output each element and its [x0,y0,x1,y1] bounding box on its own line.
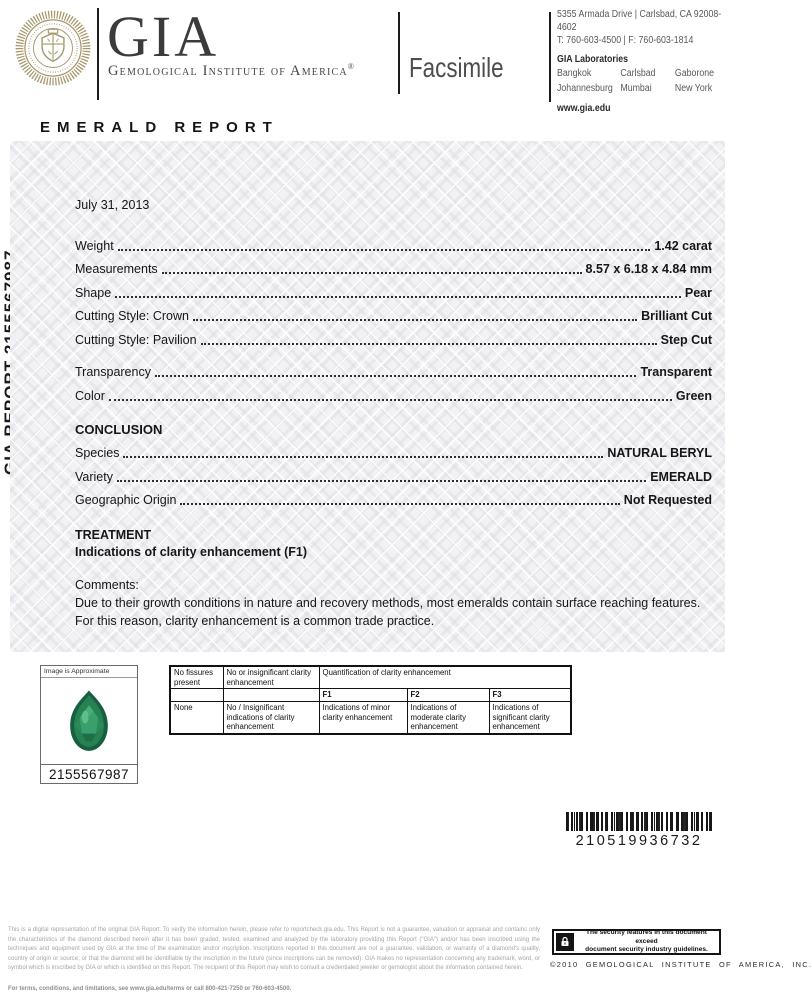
header-divider-2 [398,12,400,94]
dot-leader [115,296,681,298]
conclusion-row-species: Species NATURAL BERYL [75,446,712,461]
comments-line-1: Due to their growth conditions in nature and recovery methods, most emeralds contain surface reaching features. [75,596,701,610]
dot-leader [123,456,603,458]
dot-leader [162,272,582,274]
gia-tagline: Gemological Institute of America® [108,62,356,79]
dot-leader [193,319,637,321]
table-cell: Indications of moderate clarity enhancement [407,702,489,734]
table-cell [170,689,223,702]
table-cell: No / Insignificant indications of clarity enhancement [223,702,319,734]
report-content [75,198,712,630]
dot-leader [180,503,619,505]
header-address-block [557,8,733,115]
clarity-enhancement-table [169,665,572,735]
conclusion-row-origin: Geographic Origin Not Requested [75,493,712,508]
table-cell-f2: F2 [407,689,489,702]
copyright-line: ©2010 GEMOLOGICAL INSTITUTE OF AMERICA, INC. [550,960,812,969]
gem-image-caption: Image is Approximate [41,666,137,678]
security-features-box [552,929,721,955]
gem-image-area [41,678,137,764]
labs-title: GIA Laboratories [557,54,629,65]
header-divider-3 [549,12,551,102]
dot-leader [109,399,672,401]
conclusion-heading: CONCLUSION [75,422,163,437]
website-link[interactable]: www.gia.edu [557,103,611,114]
report-date: July 31, 2013 [75,198,150,212]
table-cell: No fissures present [170,666,223,689]
address-line-2: T: 760-603-4500 | F: 760-603-1814 [557,35,694,46]
table-cell: Indications of significant clarity enhancement [489,702,571,734]
lock-icon [556,933,574,951]
table-cell: Indications of minor clarity enhancement [319,702,407,734]
labs-row-2: Johannesburg Mumbai New York [557,83,713,94]
report-title: EMERALD REPORT [40,119,279,136]
facsimile-label: Facsimile [409,52,504,83]
conclusion-row-variety: Variety EMERALD [75,469,712,484]
emerald-image [63,688,115,754]
spec-row-measurements: Measurements 8.57 x 6.18 x 4.84 mm [75,262,712,277]
security-note: The security features in this document exceed document security industry guidelines. [585,929,708,954]
address-line-1: 5355 Armada Drive | Carlsbad, CA 92008-4602 [557,9,722,33]
dot-leader [201,343,657,345]
comments-line-2: For this reason, clarity enhancement is a common trade practice. [75,614,435,628]
gem-image-box [40,665,138,784]
spec-row-weight: Weight 1.42 carat [75,238,712,253]
treatment-text: Indications of clarity enhancement (F1) [75,544,307,559]
spec-row-crown: Cutting Style: Crown Brilliant Cut [75,309,712,324]
table-cell: Quantification of clarity enhancement [319,666,571,689]
gia-seal-logo [14,9,92,87]
report-body-panel [10,141,725,652]
spec-row-color: Color Green [75,388,712,403]
dot-leader [155,375,636,377]
table-cell: None [170,702,223,734]
spec-row-shape: Shape Pear [75,285,712,300]
table-cell-f3: F3 [489,689,571,702]
comments-label: Comments: [75,578,139,592]
comments-block [75,576,712,630]
table-cell [223,689,319,702]
treatment-heading: TREATMENT [75,527,152,542]
dot-leader [117,480,646,482]
header-divider-1 [97,8,99,100]
gia-wordmark: GIA [107,4,220,69]
footer-terms: For terms, conditions, and limitations, see www.gia.edu/terms or call 800-421-7250 or 760-603-4500. [8,986,292,992]
table-cell-f1: F1 [319,689,407,702]
footer-disclaimer: This is a digital representation of the original GIA Report. To verify the information herein, please refer to reportcheck.gia.edu. This Report is not a guarantee, valuation or appraisal and contains only the characteristics of the diamond described herein after it has been graded, tested, examined and analyzed by the laboratory providing this Report ("GIA") and/or has been inscribed using the techniques and equipment used by GIA at the time of the examination and/or inscription. Inscriptions reported in this document are not a guarantee, validation, or warranty of a diamond's quality, country of origin or source; or that the diamond will be identifiable by the inscription in the future (since inscriptions can be removed). GIA makes no representation concerning any trademark, word, or symbol which is inscribed by GIA or which is identified on this Report. The recipient of this Report may wish to consult a credentialed jeweler or gemologist about the information contained herein. [8,927,540,972]
spec-row-transparency: Transparency Transparent [75,365,712,380]
gem-image-number: 2155567987 [41,764,137,783]
dot-leader [118,249,651,251]
barcode-number: 210519936732 [575,833,703,849]
barcode-image [566,812,712,831]
labs-row-1: Bangkok Carlsbad Gaborone [557,68,715,79]
table-cell: No or insignificant clarity enhancement [223,666,319,689]
spec-row-pavilion: Cutting Style: Pavilion Step Cut [75,332,712,347]
